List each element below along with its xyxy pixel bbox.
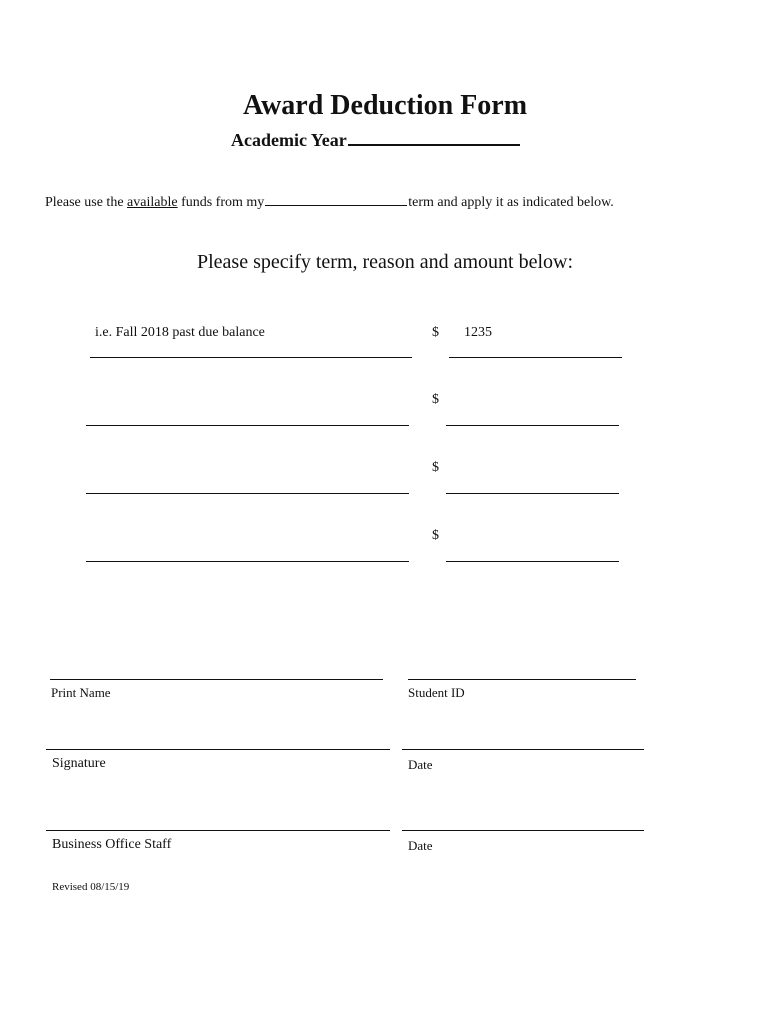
- date-label-1: Date: [408, 757, 433, 772]
- amount-field-1[interactable]: [449, 357, 622, 358]
- academic-year-row: [231, 130, 520, 151]
- instruction-heading: Please specify term, reason and amount below:: [197, 251, 573, 273]
- reason-field-2[interactable]: [86, 425, 409, 426]
- reason-example-text: i.e. Fall 2018 past due balance: [95, 325, 265, 340]
- signature-field[interactable]: [46, 749, 390, 750]
- currency-symbol-4: $: [432, 528, 439, 543]
- business-office-staff-label: Business Office Staff: [52, 837, 172, 852]
- term-field[interactable]: [265, 193, 407, 206]
- revised-date: Revised 08/15/19: [52, 881, 130, 893]
- amount-field-4[interactable]: [446, 561, 619, 562]
- form-title: Award Deduction Form: [242, 90, 528, 121]
- currency-symbol-2: $: [432, 392, 439, 407]
- business-office-staff-field[interactable]: [46, 830, 390, 831]
- signature-label: Signature: [52, 756, 106, 771]
- reason-field-3[interactable]: [86, 493, 409, 494]
- academic-year-field[interactable]: [348, 130, 520, 146]
- reason-field-4[interactable]: [86, 561, 409, 562]
- currency-symbol-3: $: [432, 460, 439, 475]
- intro-middle: funds from my: [177, 195, 265, 210]
- date-field-2[interactable]: [402, 830, 644, 831]
- academic-year-label: Academic Year: [231, 130, 347, 150]
- amount-field-2[interactable]: [446, 425, 619, 426]
- intro-sentence: [45, 193, 614, 211]
- student-id-label: Student ID: [408, 685, 465, 700]
- currency-symbol-1: $: [432, 325, 439, 340]
- intro-after: term and apply it as indicated below.: [408, 195, 614, 210]
- intro-before: Please use the: [45, 195, 128, 210]
- amount-value-1: 1235: [464, 325, 492, 340]
- print-name-label: Print Name: [51, 685, 111, 700]
- date-field-1[interactable]: [402, 749, 644, 750]
- print-name-field[interactable]: [50, 679, 383, 680]
- student-id-field[interactable]: [408, 679, 636, 680]
- amount-field-3[interactable]: [446, 493, 619, 494]
- date-label-2: Date: [408, 838, 433, 853]
- reason-field-1[interactable]: [90, 357, 412, 358]
- intro-available-word: available: [127, 195, 178, 210]
